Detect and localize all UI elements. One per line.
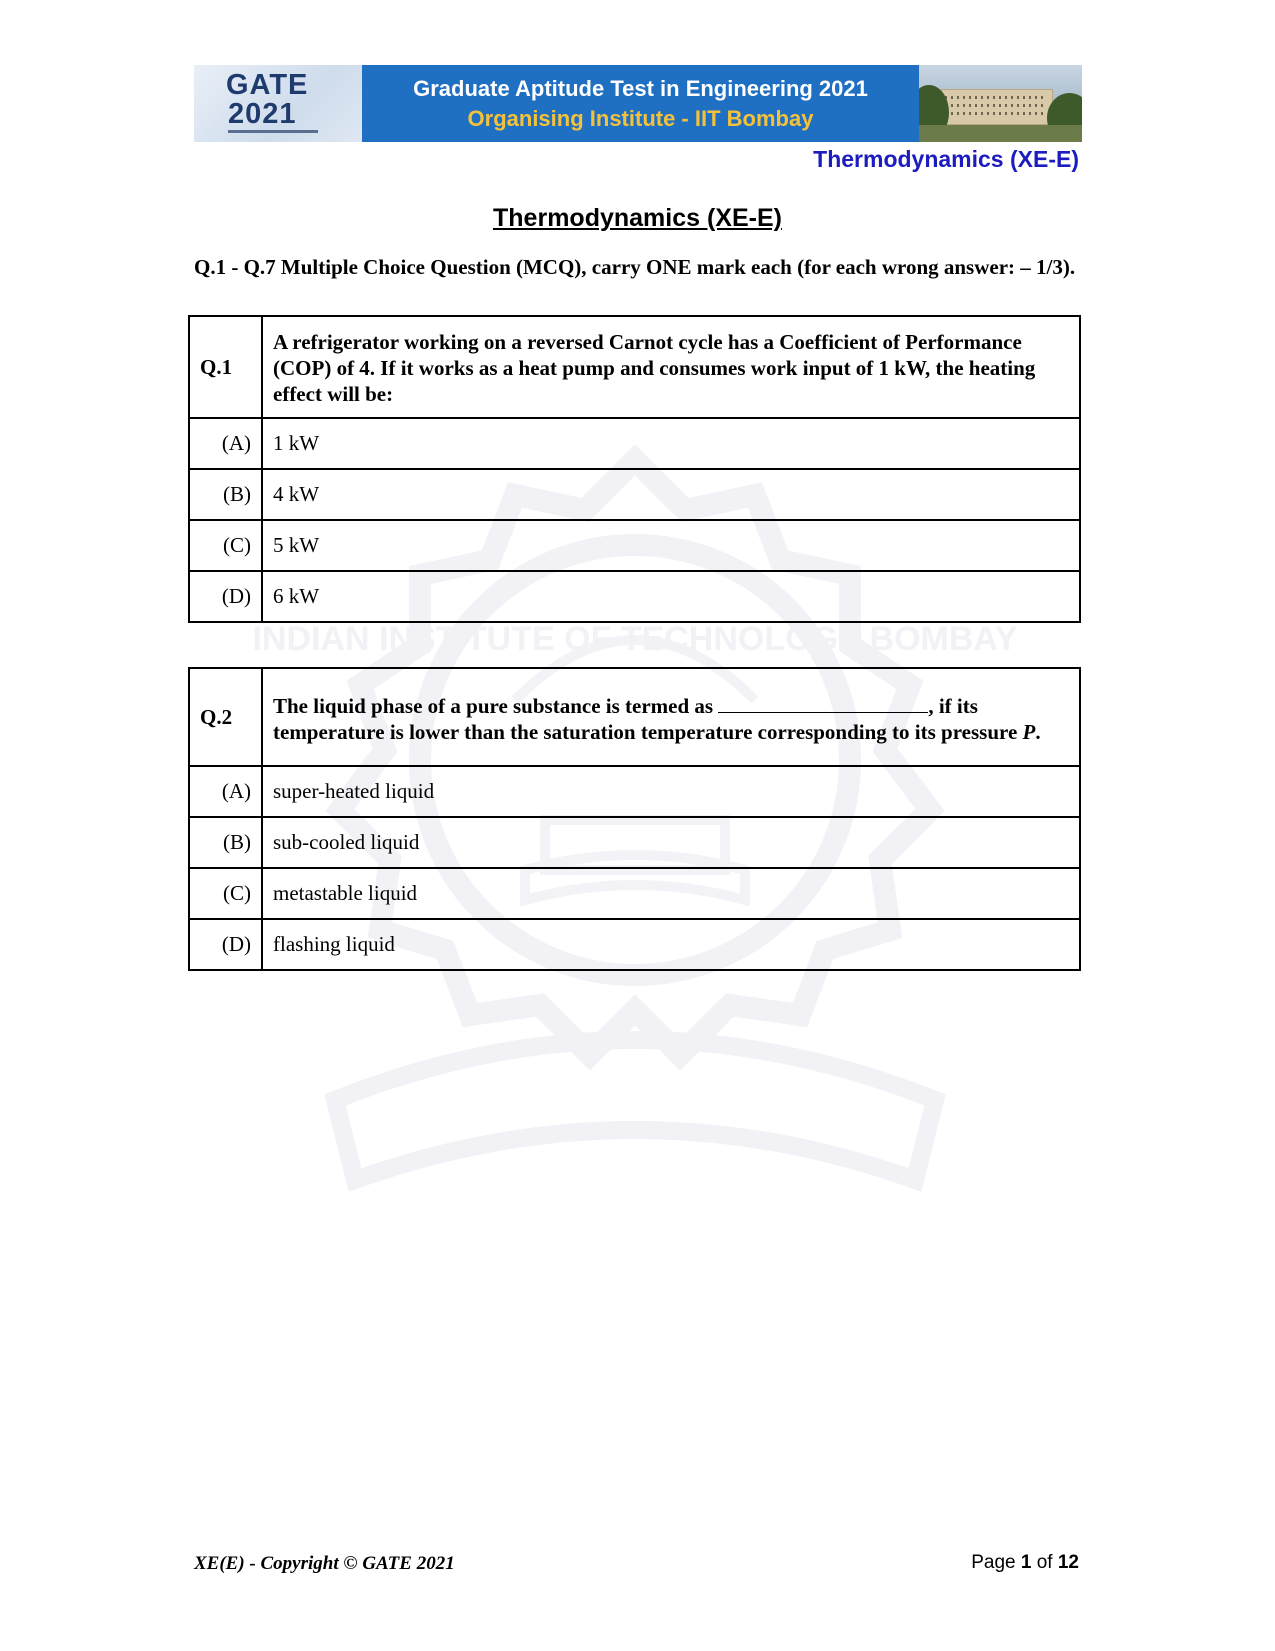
question-text [262,668,1080,766]
question-2-table [188,667,1081,971]
banner-title: Graduate Aptitude Test in Engineering 2021 [413,75,868,101]
logo-year: 2021 [228,98,297,130]
option-row[interactable] [189,817,1080,868]
page-of: of [1036,1552,1053,1573]
logo-word: GATE [226,69,309,101]
option-row[interactable] [189,520,1080,571]
option-text: 6 kW [262,571,1080,622]
question-text-before: The liquid phase of a pure substance is termed as [273,693,719,718]
banner-text-panel [362,65,919,142]
question-text-end: . [1035,719,1041,744]
option-row[interactable] [189,469,1080,520]
subject-header: Thermodynamics (XE-E) [813,146,1079,172]
fill-in-blank [718,692,928,713]
page-total: 12 [1057,1552,1079,1573]
option-text: super-heated liquid [262,766,1080,817]
page-word: Page [971,1552,1016,1573]
question-number: Q.1 [189,316,262,418]
page-current: 1 [1020,1552,1032,1573]
option-label: (C) [189,868,262,919]
section-instructions: Q.1 - Q.7 Multiple Choice Question (MCQ), carry ONE mark each (for each wrong answer: – 1/3). [194,255,1076,279]
option-label: (A) [189,766,262,817]
option-label: (B) [189,817,262,868]
gate-header-banner [194,65,1082,142]
question-text: A refrigerator working on a reversed Carnot cycle has a Coefficient of Performance (COP) of 4. If it works as a heat pump and consumes work input of 1 kW, the heating effect will be: [262,316,1080,418]
option-label: (C) [189,520,262,571]
gate-2021-logo [194,65,362,142]
option-text: 4 kW [262,469,1080,520]
question-number: Q.2 [189,668,262,766]
iit-bombay-building-photo [919,65,1082,142]
option-label: (B) [189,469,262,520]
question-text-after: , if its temperature is lower than the saturation temperature corresponding to its pressure [273,693,1023,744]
option-text: 5 kW [262,520,1080,571]
option-text: metastable liquid [262,868,1080,919]
option-label: (D) [189,919,262,970]
option-row[interactable] [189,571,1080,622]
option-text: 1 kW [262,418,1080,469]
option-text: sub-cooled liquid [262,817,1080,868]
option-label: (D) [189,571,262,622]
footer-page-number [971,1552,1079,1574]
option-row[interactable] [189,868,1080,919]
option-label: (A) [189,418,262,469]
banner-subtitle: Organising Institute - IIT Bombay [467,105,814,131]
watermark-text: INDIAN INSTITUTE OF TECHNOLOGY BOMBAY [252,620,1018,658]
logo-tagline-bar [228,130,318,133]
option-text: flashing liquid [262,919,1080,970]
question-1-table [188,315,1081,623]
page-title: Thermodynamics (XE-E) [493,204,782,232]
option-row[interactable] [189,418,1080,469]
option-row[interactable] [189,919,1080,970]
pressure-variable: P [1022,719,1036,744]
option-row[interactable] [189,766,1080,817]
footer-copyright: XE(E) - Copyright © GATE 2021 [194,1553,455,1574]
